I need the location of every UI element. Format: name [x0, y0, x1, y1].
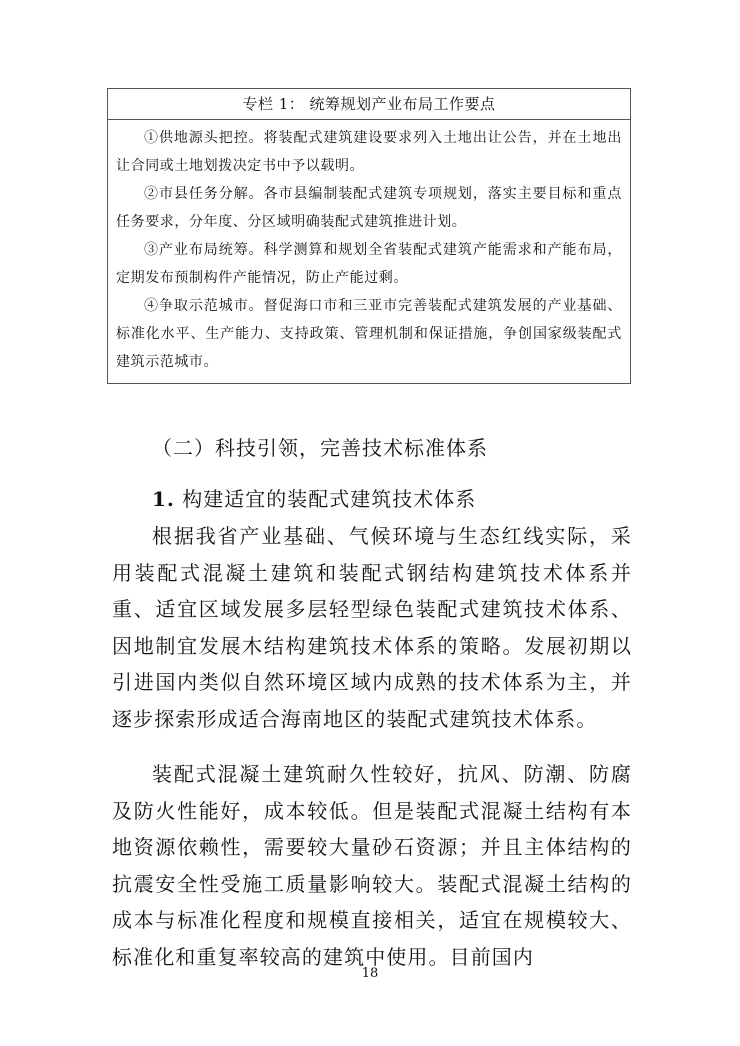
body-paragraph: 根据我省产业基础、气候环境与生态红线实际，采用装配式混凝土建筑和装配式钢结构建筑技术体系并重、适宜区域发展多层轻型绿色装配式建筑技术体系、因地制宜发展木结构建筑技术体系的策略。发展初期以引进国内类似自然环境区域内成熟的技术体系为主，并逐步探索形成适合海南地区的装配式建筑技术体系。: [112, 524, 632, 731]
sidebar-box-item: ③产业布局统筹。科学测算和规划全省装配式建筑产能需求和产能布局，定期发布预制构件产能情况，防止产能过剩。: [116, 242, 622, 286]
sidebar-box-title: [108, 89, 630, 120]
sidebar-box-item: ①供地源头把控。将装配式建筑建设要求列入土地出让公告，并在土地出让合同或土地划拨决定书中予以载明。: [116, 130, 622, 174]
sidebar-box-body: [108, 120, 630, 376]
sidebar-box-label: 专栏 1：: [242, 95, 305, 113]
sidebar-box-title-text: 统筹规划产业布局工作要点: [309, 95, 496, 113]
body-paragraph: 装配式混凝土建筑耐久性较好，抗风、防潮、防腐及防火性能好，成本较低。但是装配式混凝土结构有本地资源依赖性，需要较大量砂石资源；并且主体结构的抗震安全性受施工质量影响较大。装配式混凝土结构的成本与标准化程度和规模直接相关，适宜在规模较大、标准化和重复率较高的建筑中使用。目前国内: [112, 762, 632, 969]
sidebar-box: [107, 88, 631, 384]
sidebar-box-item: ②市县任务分解。各市县编制装配式建筑专项规划，落实主要目标和重点任务要求，分年度、分区域明确装配式建筑推进计划。: [116, 186, 622, 230]
subsection-number: 1.: [152, 487, 175, 511]
subsection-heading: [152, 481, 476, 517]
sidebar-box-item: ④争取示范城市。督促海口市和三亚市完善装配式建筑发展的产业基础、标准化水平、生产能力、支持政策、管理机制和保证措施，争创国家级装配式建筑示范城市。: [116, 298, 622, 370]
page-number: 18: [361, 966, 379, 981]
subsection-title: 构建适宜的装配式建筑技术体系: [182, 487, 477, 511]
section-heading: （二）科技引领，完善技术标准体系: [152, 436, 488, 460]
